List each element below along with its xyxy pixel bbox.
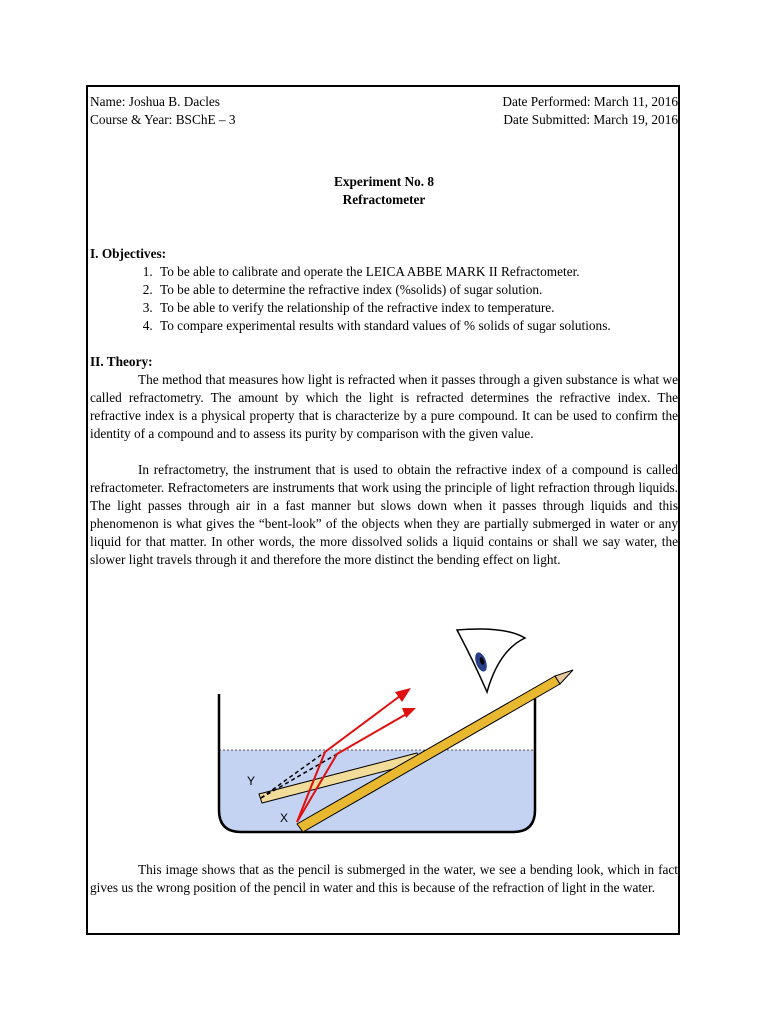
date-submitted: Date Submitted: March 19, 2016 — [503, 112, 678, 127]
label-x: X — [280, 811, 289, 825]
objective-item: 2. To be able to determine the refractive index (%solids) of sugar solution. — [156, 281, 678, 299]
document-body — [90, 93, 678, 569]
ray-arrowhead — [395, 688, 411, 702]
objectives-list — [90, 263, 678, 335]
label-y: Y — [247, 774, 256, 788]
course-year: Course & Year: BSChE – 3 — [90, 112, 236, 127]
theory-heading: II. Theory: — [90, 354, 153, 369]
experiment-number: Experiment No. 8 — [333, 174, 435, 189]
objective-item: 4. To compare experimental results with standard values of % solids of sugar solutions. — [156, 317, 678, 335]
refraction-diagram — [205, 622, 590, 838]
date-performed: Date Performed: March 11, 2016 — [502, 94, 678, 109]
objectives-heading: I. Objectives: — [90, 246, 167, 261]
experiment-title: Refractometer — [342, 192, 426, 207]
eye-icon — [457, 629, 525, 692]
student-name: Name: Joshua B. Dacles — [90, 94, 220, 109]
diagram-caption: This image shows that as the pencil is submerged in the water, we see a bending look, which in fact gives us the wrong position of the pencil in water and this is because of the refraction of light in the water. — [90, 862, 678, 895]
water — [219, 750, 535, 832]
theory-paragraph-2: In refractometry, the instrument that is used to obtain the refractive index of a compound is called refractometer. Refractometers are instruments that work using the principle of light refraction through liquids. The light passes through air in a fast manner but slows down when it passes through liquids and this phenomenon is what gives the “bent-look” of the objects when they are partially submerged in water or any liquid for that matter. In other words, the more dissolved solids a liquid contains or shall we say water, the slower light travels through it and therefore the more distinct the bending effect on light. — [90, 462, 678, 567]
theory-paragraph-1: The method that measures how light is refracted when it passes through a given substance is what we called refractometry. The amount by which the light is refracted determines the refractive index. The refractive index is a physical property that is characterize by a pure compound. It can be used to confirm the identity of a compound and to assess its purity by comparison with the given value. — [90, 372, 678, 441]
header-row-1 — [90, 93, 678, 111]
objective-item: 1. To be able to calibrate and operate the LEICA ABBE MARK II Refractometer. — [156, 263, 678, 281]
objective-item: 3. To be able to verify the relationship of the refractive index to temperature. — [156, 299, 678, 317]
header-row-2 — [90, 111, 678, 129]
